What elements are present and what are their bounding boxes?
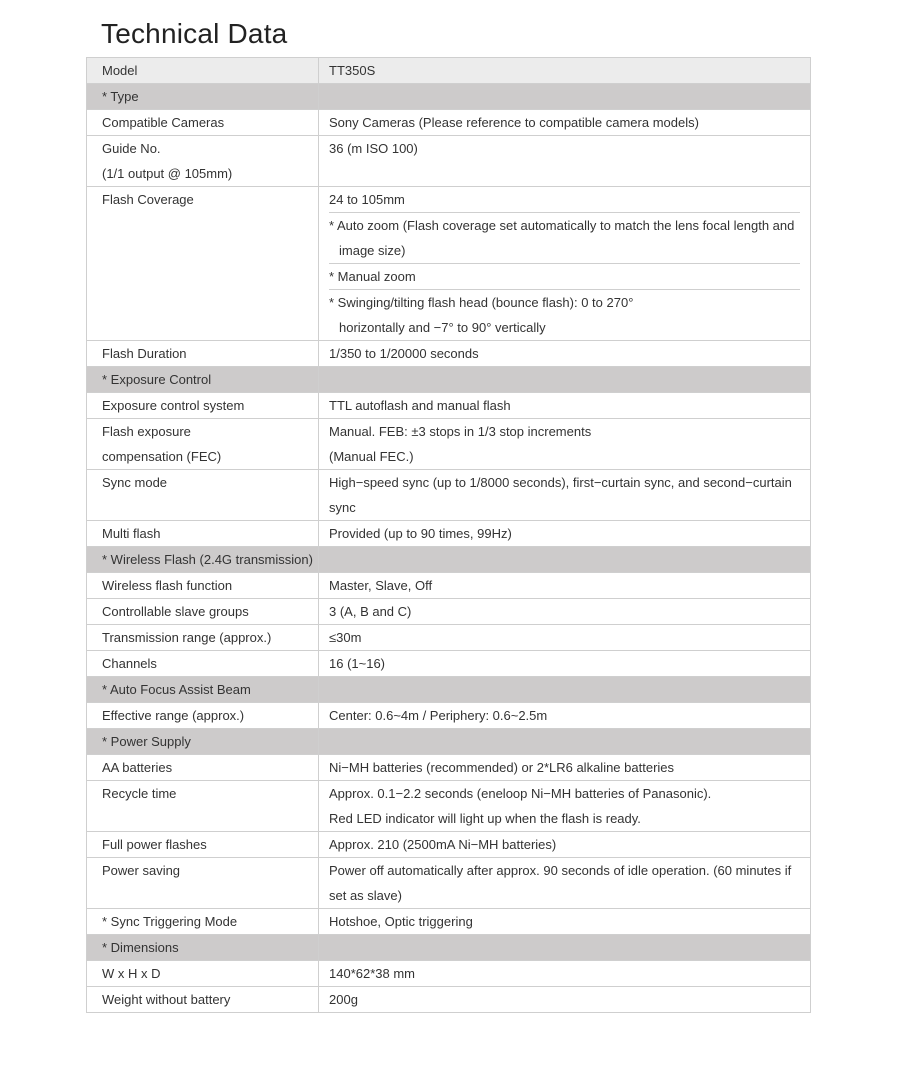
spec-value: Power off automatically after approx. 90 seconds of idle operation. (60 minutes if	[329, 863, 792, 878]
section-heading-cell	[87, 367, 319, 393]
spec-value-cell	[319, 858, 811, 909]
spec-label-cell	[87, 110, 319, 136]
model-label-cell	[87, 58, 319, 84]
spec-label: Controllable slave groups	[102, 604, 249, 619]
spec-value-cell	[319, 987, 811, 1013]
spec-value-cell	[319, 136, 811, 187]
spec-value-cell	[319, 755, 811, 781]
spec-value: 200g	[329, 992, 358, 1007]
spec-row-flash-exposure	[87, 419, 811, 470]
spec-label-cell	[87, 858, 319, 909]
spec-label-cell	[87, 755, 319, 781]
spec-row-controllable-slave-groups	[87, 599, 811, 625]
section-heading-cell	[87, 935, 319, 961]
model-value-cell	[319, 58, 811, 84]
section-heading-blank-cell	[319, 729, 811, 755]
spec-label: * Sync Triggering Mode	[102, 914, 238, 929]
spec-label-cell	[87, 625, 319, 651]
spec-row-effective-range-approx	[87, 703, 811, 729]
section-heading: * Power Supply	[102, 734, 191, 749]
spec-value-group	[329, 136, 800, 161]
spec-value-group	[329, 393, 800, 418]
model-value: TT350S	[329, 63, 376, 78]
spec-label: W x H x D	[102, 966, 161, 981]
section-heading-cell	[87, 84, 319, 110]
spec-row-power-saving	[87, 858, 811, 909]
spec-value-group	[329, 909, 800, 934]
spec-value: 24 to 105mm	[329, 192, 405, 207]
spec-label-cell	[87, 393, 319, 419]
spec-value: sync	[329, 500, 356, 515]
spec-value: Hotshoe, Optic triggering	[329, 914, 473, 929]
spec-value: Manual. FEB: ±3 stops in 1/3 stop increments	[329, 424, 592, 439]
section-heading-blank-cell	[319, 84, 811, 110]
spec-row-wireless-flash-function	[87, 573, 811, 599]
spec-value-group	[329, 987, 800, 1012]
spec-sub-value	[329, 212, 800, 263]
spec-value: (Manual FEC.)	[329, 449, 414, 464]
spec-label: Full power flashes	[102, 837, 207, 852]
spec-row-compatible-cameras	[87, 110, 811, 136]
spec-row-multi-flash	[87, 521, 811, 547]
spec-label: (1/1 output @ 105mm)	[102, 166, 233, 181]
spec-value: set as slave)	[329, 888, 402, 903]
spec-value: 3 (A, B and C)	[329, 604, 412, 619]
spec-row-w-x-h-x-d	[87, 961, 811, 987]
spec-value: * Swinging/tilting flash head (bounce flash): 0 to 270°	[329, 295, 634, 310]
spec-value-cell	[319, 703, 811, 729]
spec-label-cell	[87, 651, 319, 677]
spec-value: High−speed sync (up to 1/8000 seconds), first−curtain sync, and second−curtain	[329, 475, 792, 490]
section-heading: * Type	[102, 89, 139, 104]
spec-label-cell	[87, 961, 319, 987]
spec-label-cell	[87, 136, 319, 187]
spec-row-transmission-range-approx	[87, 625, 811, 651]
section-row-wireless-flash-2-4g-transmission	[87, 547, 811, 573]
spec-value: * Manual zoom	[329, 269, 416, 284]
spec-value: Red LED indicator will light up when the flash is ready.	[329, 811, 641, 826]
spec-value-cell	[319, 187, 811, 341]
section-heading: * Exposure Control	[102, 372, 212, 387]
spec-row-sync-triggering-mode	[87, 909, 811, 935]
spec-value: 1/350 to 1/20000 seconds	[329, 346, 479, 361]
spec-value: Center: 0.6~4m / Periphery: 0.6~2.5m	[329, 708, 548, 723]
spec-sub-value	[329, 289, 800, 340]
spec-sub-value	[329, 187, 800, 212]
spec-value-group	[329, 470, 800, 520]
spec-label: Power saving	[102, 863, 181, 878]
spec-label: Channels	[102, 656, 157, 671]
spec-label-cell	[87, 187, 319, 341]
spec-value-group	[329, 110, 800, 135]
spec-label: compensation (FEC)	[102, 449, 222, 464]
spec-value-group	[329, 419, 800, 469]
spec-label: Exposure control system	[102, 398, 245, 413]
spec-value-cell	[319, 625, 811, 651]
spec-value-group	[329, 961, 800, 986]
spec-value-cell	[319, 110, 811, 136]
spec-label: Wireless flash function	[102, 578, 233, 593]
spec-value-cell	[319, 393, 811, 419]
spec-label: Flash Coverage	[102, 192, 194, 207]
spec-row-flash-coverage	[87, 187, 811, 341]
spec-value-group	[329, 599, 800, 624]
section-row-type	[87, 84, 811, 110]
section-row-power-supply	[87, 729, 811, 755]
spec-value: Provided (up to 90 times, 99Hz)	[329, 526, 512, 541]
spec-row-channels	[87, 651, 811, 677]
spec-value-cell	[319, 961, 811, 987]
section-heading-cell	[87, 729, 319, 755]
spec-value-group	[329, 521, 800, 546]
spec-label-cell	[87, 573, 319, 599]
spec-value-group	[329, 341, 800, 366]
section-heading-cell	[87, 547, 319, 573]
spec-label: Effective range (approx.)	[102, 708, 245, 723]
spec-value-group	[329, 832, 800, 857]
spec-label-cell	[87, 909, 319, 935]
spec-value: TTL autoflash and manual flash	[329, 398, 511, 413]
spec-row-guide-no	[87, 136, 811, 187]
spec-value-cell	[319, 781, 811, 832]
spec-value-group	[329, 651, 800, 676]
spec-value: 140*62*38 mm	[329, 966, 415, 981]
spec-value-group	[329, 703, 800, 728]
spec-row-full-power-flashes	[87, 832, 811, 858]
spec-value: Sony Cameras (Please reference to compatible camera models)	[329, 115, 699, 130]
spec-value: Approx. 0.1−2.2 seconds (eneloop Ni−MH batteries of Panasonic).	[329, 786, 712, 801]
spec-label-cell	[87, 521, 319, 547]
section-heading-blank-cell	[319, 677, 811, 703]
spec-label: Sync mode	[102, 475, 168, 490]
spec-value-cell	[319, 521, 811, 547]
section-row-auto-focus-assist-beam	[87, 677, 811, 703]
page-title: Technical Data	[101, 18, 288, 49]
spec-label-cell	[87, 832, 319, 858]
spec-value-group	[329, 858, 800, 908]
spec-label-cell	[87, 599, 319, 625]
spec-value: Approx. 210 (2500mA Ni−MH batteries)	[329, 837, 557, 852]
spec-value: image size)	[339, 243, 406, 258]
section-heading-blank-cell	[319, 547, 811, 573]
section-heading-cell	[87, 677, 319, 703]
spec-label: Multi flash	[102, 526, 161, 541]
spec-label-cell	[87, 470, 319, 521]
spec-label: Flash Duration	[102, 346, 187, 361]
spec-label-cell	[87, 419, 319, 470]
spec-row-weight-without-battery	[87, 987, 811, 1013]
spec-value-group	[329, 755, 800, 780]
spec-label-cell	[87, 987, 319, 1013]
spec-value-cell	[319, 909, 811, 935]
spec-value: 16 (1~16)	[329, 656, 386, 671]
spec-label: Transmission range (approx.)	[102, 630, 272, 645]
spec-table-body	[87, 58, 811, 1013]
spec-label: Compatible Cameras	[102, 115, 225, 130]
model-label: Model	[102, 63, 138, 78]
spec-value-cell	[319, 341, 811, 367]
section-row-exposure-control	[87, 367, 811, 393]
spec-value: horizontally and −7° to 90° vertically	[339, 320, 546, 335]
section-heading: * Dimensions	[102, 940, 179, 955]
spec-value-cell	[319, 419, 811, 470]
spec-label: Recycle time	[102, 786, 177, 801]
spec-value-group	[329, 781, 800, 831]
spec-value-cell	[319, 470, 811, 521]
spec-label: Weight without battery	[102, 992, 231, 1007]
spec-table	[86, 57, 811, 1013]
spec-row-recycle-time	[87, 781, 811, 832]
section-heading: * Wireless Flash (2.4G transmission)	[102, 552, 313, 567]
spec-sub-value	[329, 263, 800, 289]
spec-value-cell	[319, 573, 811, 599]
spec-label: AA batteries	[102, 760, 173, 775]
spec-value-cell	[319, 832, 811, 858]
spec-value: Master, Slave, Off	[329, 578, 433, 593]
spec-value: ≤30m	[329, 630, 362, 645]
spec-row-exposure-control-system	[87, 393, 811, 419]
spec-value: 36 (m ISO 100)	[329, 141, 418, 156]
spec-value-cell	[319, 651, 811, 677]
spec-label-cell	[87, 703, 319, 729]
spec-value: * Auto zoom (Flash coverage set automatically to match the lens focal length and	[329, 218, 795, 233]
section-row-dimensions	[87, 935, 811, 961]
spec-value-cell	[319, 599, 811, 625]
spec-label: Guide No.	[102, 141, 161, 156]
section-heading-blank-cell	[319, 367, 811, 393]
spec-label-cell	[87, 341, 319, 367]
spec-row-flash-duration	[87, 341, 811, 367]
spec-value: Ni−MH batteries (recommended) or 2*LR6 alkaline batteries	[329, 760, 675, 775]
spec-row-sync-mode	[87, 470, 811, 521]
section-heading: * Auto Focus Assist Beam	[102, 682, 251, 697]
spec-value-group	[329, 625, 800, 650]
spec-label-cell	[87, 781, 319, 832]
spec-label: Flash exposure	[102, 424, 191, 439]
section-heading-blank-cell	[319, 935, 811, 961]
spec-value-group	[329, 573, 800, 598]
model-row	[87, 58, 811, 84]
spec-row-aa-batteries	[87, 755, 811, 781]
